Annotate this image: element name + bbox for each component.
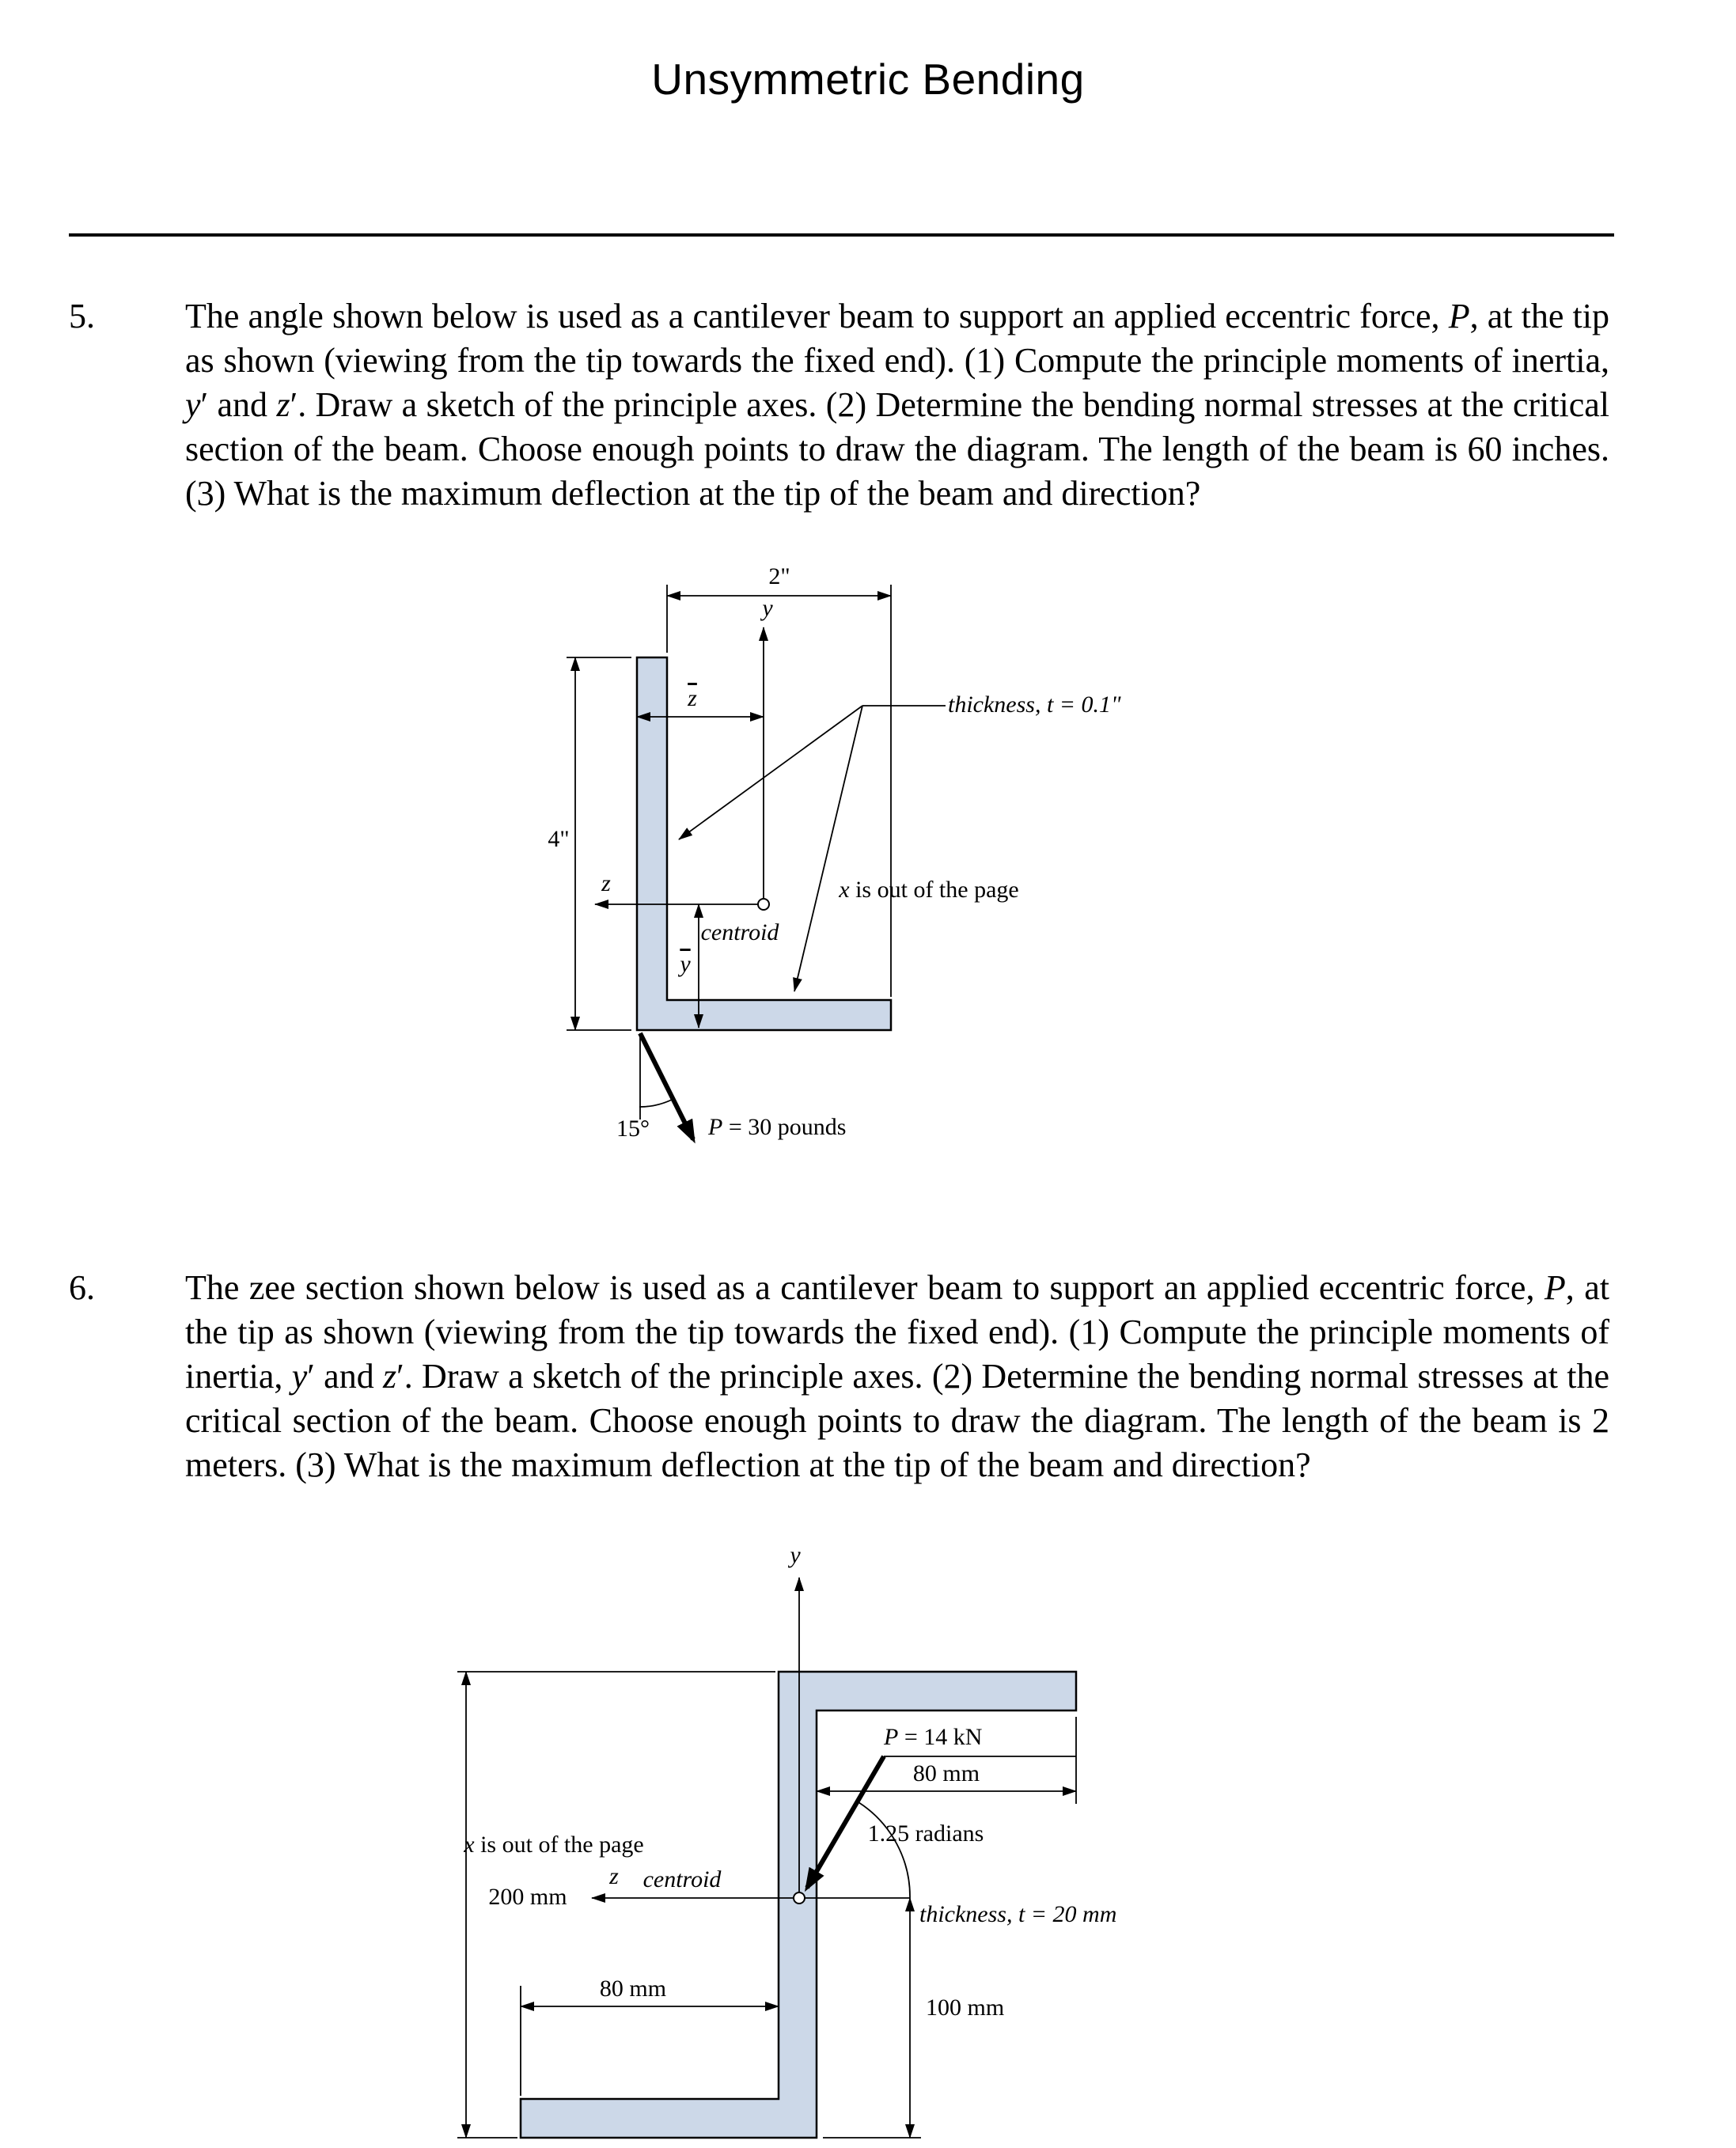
x-out-of-page-label: x is out of the page bbox=[839, 877, 1019, 903]
centroid-marker bbox=[794, 1892, 805, 1904]
thickness-label: thickness, t = 0.1" bbox=[948, 691, 1121, 718]
centroid-label: centroid bbox=[700, 919, 779, 945]
dimension-4in-lines bbox=[567, 657, 631, 1030]
y-axis-label: y bbox=[790, 1542, 801, 1568]
problem-6-number: 6. bbox=[69, 1268, 95, 1307]
angle-arc bbox=[859, 1802, 910, 1898]
angle-15deg-label: 15° bbox=[616, 1116, 650, 1142]
problem-5-number: 5. bbox=[69, 297, 95, 335]
y-bar-label: $\overline{y}$ bbox=[680, 951, 691, 977]
x-out-of-page-label: x is out of the page bbox=[464, 1832, 644, 1858]
thickness-label: thickness, t = 20 mm bbox=[919, 1901, 1117, 1927]
force-p-label: P = 30 pounds bbox=[708, 1114, 847, 1140]
angle-section-diagram bbox=[546, 558, 1179, 1183]
z-bar-label: $\overline{z}$ bbox=[688, 685, 697, 711]
dim-label-2in: 2" bbox=[768, 563, 790, 589]
dim-label-200mm: 200 mm bbox=[488, 1884, 567, 1910]
angle-radians-label: 1.25 radians bbox=[867, 1820, 984, 1847]
zee-section-diagram bbox=[435, 1527, 1306, 2148]
z-axis-label: z bbox=[609, 1863, 619, 1889]
dim-label-100mm: 100 mm bbox=[926, 1995, 1005, 2021]
thickness-leader-lines bbox=[679, 706, 946, 991]
centroid-marker bbox=[758, 899, 769, 910]
z-axis-label: z bbox=[601, 870, 611, 896]
dim-label-80mm-top: 80 mm bbox=[912, 1760, 980, 1786]
centroid-label: centroid bbox=[642, 1866, 722, 1892]
problem-5-text: The angle shown below is used as a cantilever beam to support an applied eccentric force, P, at the tip as shown (viewing from the tip towards the fixed end). (1) Compute the principle moments of inertia, y′ and z′. Draw a sketch of the principle axes. (2) Determine the bending normal stresses at the critical section of the beam. Choose enough points to draw the diagram. The length of the beam is 60 inches. (3) What is the maximum deflection at the tip of the beam and direction? bbox=[185, 297, 1609, 513]
problem-6-text: The zee section shown below is used as a cantilever beam to support an applied eccentric force, P, at the tip as shown (viewing from the tip towards the fixed end). (1) Compute the principle moments of inertia, y′ and z′. Draw a sketch of the principle axes. (2) Determine the bending normal stresses at the critical section of the beam. Choose enough points to draw the diagram. The length of the beam is 2 meters. (3) What is the maximum deflection at the tip of the beam and direction? bbox=[185, 1268, 1610, 1484]
y-axis-label: y bbox=[762, 595, 773, 621]
dimension-100mm-lines bbox=[804, 1898, 921, 2138]
title-divider-line bbox=[69, 233, 1614, 237]
dim-label-80mm-bottom: 80 mm bbox=[599, 1976, 667, 2002]
dim-label-4in: 4" bbox=[548, 826, 570, 852]
force-p-label: P = 14 kN bbox=[884, 1724, 983, 1750]
angle-section-drawing bbox=[546, 558, 1179, 1183]
page-title: Unsymmetric Bending bbox=[651, 55, 1085, 104]
